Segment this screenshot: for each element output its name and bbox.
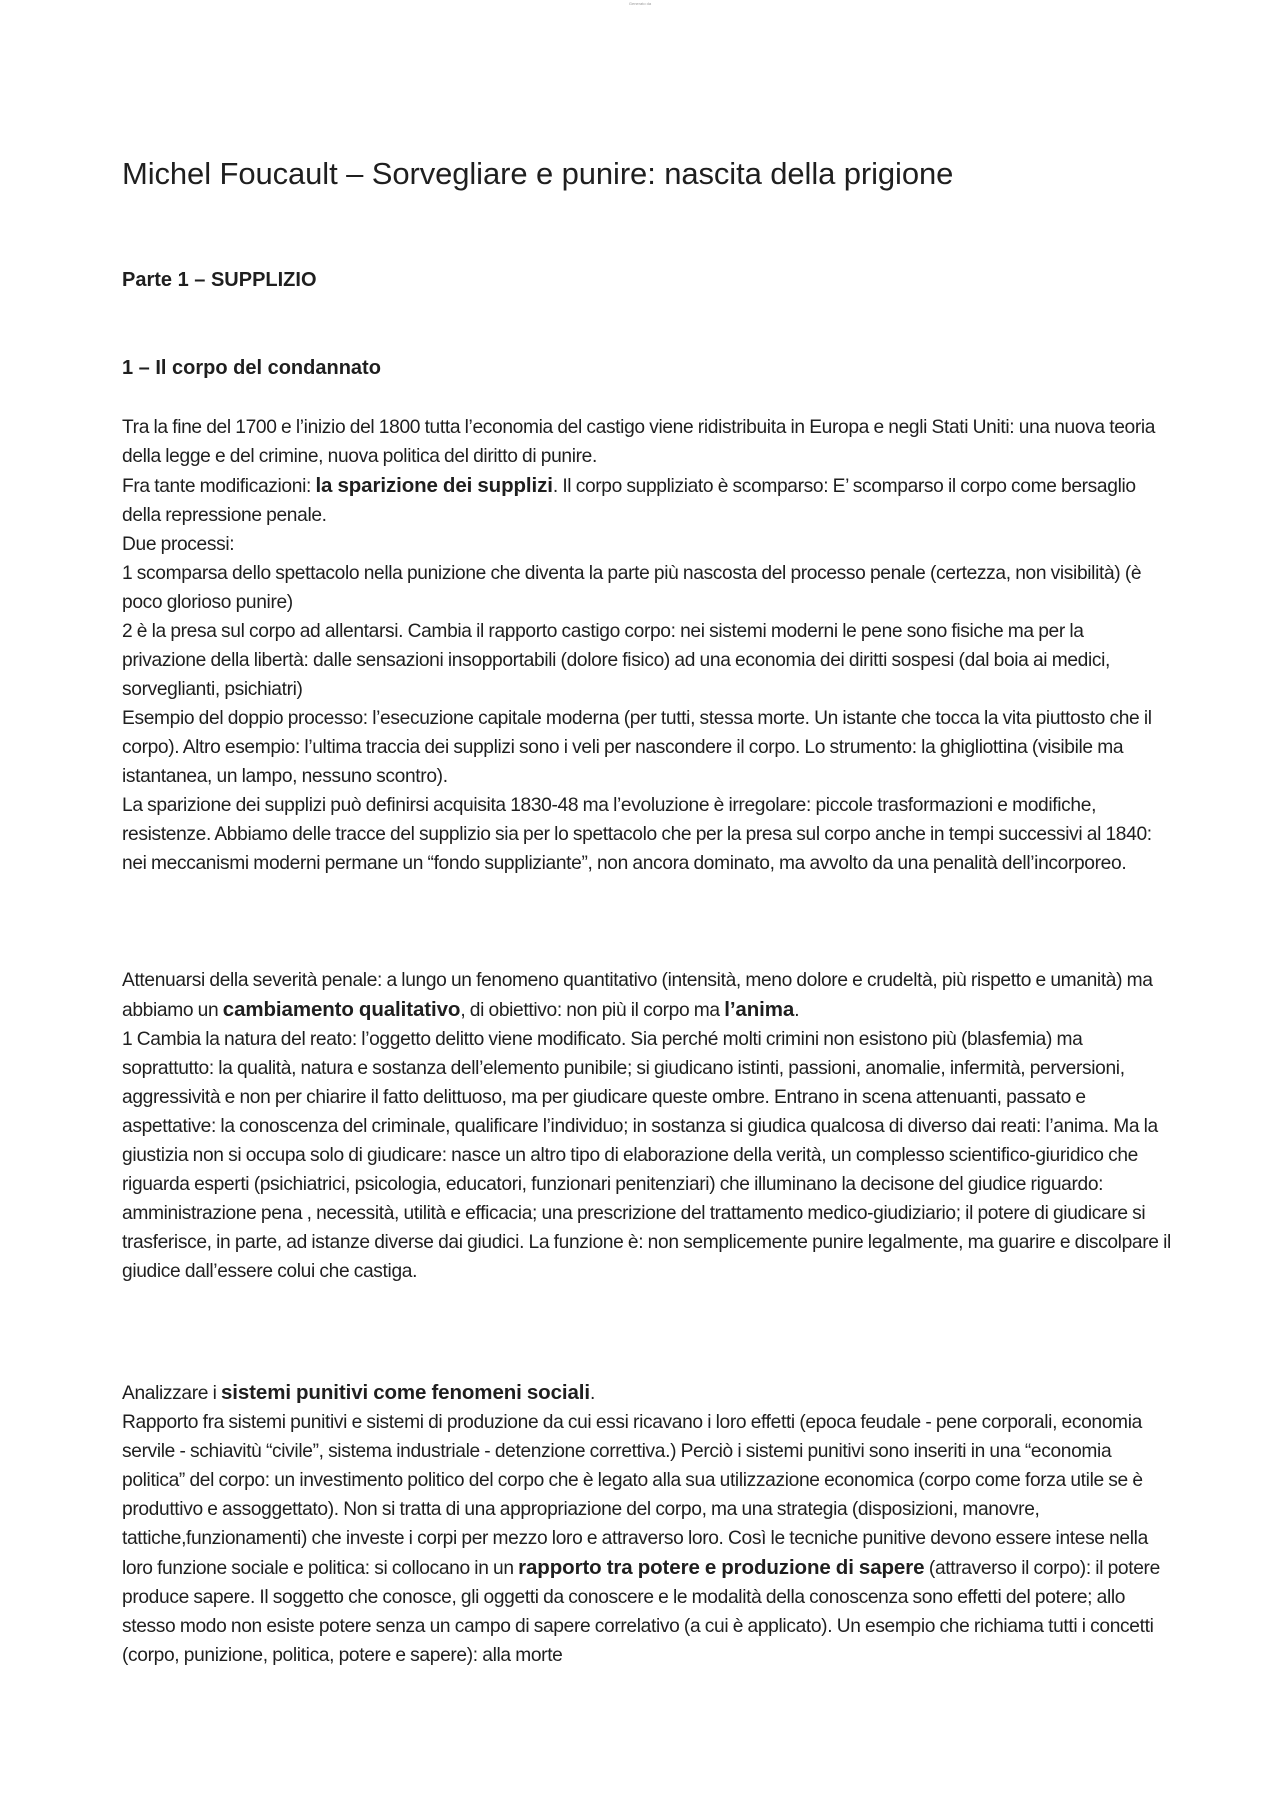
text-run: Fra tante modificazioni: [122, 476, 316, 497]
paragraph: 1 Cambia la natura del reato: l’oggetto delitto viene modificato. Sia perché molti crimini non esistono più (blasfemia) ma soprattutto: la qualità, natura e sostanza dell’elemento punibile; si giudicano istinti, passioni, anomalie, infermità, perversioni, aggressività e non per chiarire il fatto delittuoso, ma per giudicare queste ombre. Entrano in scena attenuanti, passato e aspettative: la conoscenza del criminale, qualificare l’individuo; in sostanza si giudica qualcosa di diverso dai reati: l’anima. Ma la giustizia non si occupa solo di giudicare: nasce un altro tipo di elaborazione della verità, un complesso scientifico-giuridico che riguarda esperti (psichiatrici, psicologia, educatori, funzionari penitenziari) che illuminano la decisone del giudice riguardo: amministrazione pena , necessità, utilità e efficacia; una prescrizione del trattamento medico-giudiziario; il potere di giudicare si trasferisce, in parte, ad istanze diverse dai giudici. La funzione è: non semplicemente punire legalmente, ma guarire e discolpare il giudice dall’essere colui che castiga. [122, 1029, 1171, 1282]
text-block-2 [122, 966, 1172, 1286]
bold-text: cambiamento qualitativo [222, 998, 461, 1021]
bold-text: sistemi punitivi come fenomeni sociali [220, 1381, 590, 1404]
bold-text: la sparizione dei supplizi [315, 474, 553, 497]
text-run: , di obiettivo: non più il corpo ma [460, 1000, 725, 1021]
paragraph: Tra la fine del 1700 e l’inizio del 1800 tutta l’economia del castigo viene ridistribuita in Europa e negli Stati Uniti: una nuova teoria della legge e del crimine, nuova politica del diritto di punire. [122, 417, 1156, 467]
document-title: Michel Foucault – Sorvegliare e punire: nascita della prigione [122, 156, 954, 191]
paragraph: 2 è la presa sul corpo ad allentarsi. Cambia il rapporto castigo corpo: nei sistemi moderni le pene sono fisiche ma per la privazione della libertà: dalle sensazioni insopportabili (dolore fisico) ad una economia dei diritti sospesi (dal boia ai medici, sorveglianti, psichiatri) [122, 621, 1111, 700]
chapter-heading: 1 – Il corpo del condannato [122, 357, 381, 379]
header-mark: Generato da [628, 1, 652, 6]
paragraph: 1 scomparsa dello spettacolo nella punizione che diventa la parte più nascosta del processo penale (certezza, non visibilità) (è poco glorioso punire) [122, 563, 1142, 613]
paragraph: Due processi: [122, 534, 235, 555]
bold-text: rapporto tra potere e produzione di sapere [518, 1556, 925, 1579]
text-run: . [794, 1000, 800, 1021]
text-run: . [589, 1383, 595, 1404]
text-run: . Il corpo suppliziato è scomparso: E’ scomparso il corpo come bersaglio della repressione penale. [122, 476, 1136, 526]
paragraph [122, 1408, 1172, 1670]
paragraph [122, 1378, 1172, 1408]
paragraph: La sparizione dei supplizi può definirsi acquisita 1830-48 ma l’evoluzione è irregolare: piccole trasformazioni e modifiche, resistenze. Abbiamo delle tracce del supplizio sia per lo spettacolo che per la presa sul corpo anche in tempi successivi al 1840: nei meccanismi moderni permane un “fondo suppliziante”, non ancora dominato, ma avvolto da una penalità dell’incorporeo. [122, 795, 1152, 874]
text-run: Attenuarsi della severità penale: a lungo un fenomeno quantitativo (intensità, meno dolore e crudeltà, più rispetto e umanità) ma abbiamo un [122, 970, 1153, 1021]
text-block-1 [122, 413, 1172, 878]
text-run: (attraverso il corpo): il potere produce sapere. Il soggetto che conosce, gli oggetti da conoscere e le modalità della conoscenza sono effetti del potere; allo stesso modo non esiste potere senza un campo di sapere correlativo (a cui è applicato). Un esempio che richiama tutti i concetti (corpo, punizione, politica, potere e sapere): alla morte [122, 1558, 1160, 1666]
text-run: Rapporto fra sistemi punitivi e sistemi di produzione da cui essi ricavano i loro effetti (epoca feudale - pene corporali, economia servile - schiavitù “civile”, sistema industriale - detenzione correttiva.) Perciò i sistemi punitivi sono inseriti in una “economia politica” del corpo: un investimento politico del corpo che è legato alla sua utilizzazione economica (corpo come forza utile se è produttivo e assoggettato). Non si tratta di una appropriazione del corpo, ma una strategia (disposizioni, manovre, tattiche,funzionamenti) che investe i corpi per mezzo loro e attraverso loro. Così le tecniche punitive devono essere intese nella loro funzione sociale e politica: si collocano in un [122, 1412, 1148, 1579]
text-run: Analizzare i [122, 1383, 221, 1404]
paragraph: Esempio del doppio processo: l’esecuzione capitale moderna (per tutti, stessa morte. Un istante che tocca la vita piuttosto che il corpo). Altro esempio: l’ultima traccia dei supplizi sono i veli per nascondere il corpo. Lo strumento: la ghigliottina (visibile ma istantanea, un lampo, nessuno scontro). [122, 708, 1152, 787]
paragraph [122, 471, 1172, 530]
paragraph [122, 966, 1172, 1025]
part-heading: Parte 1 – SUPPLIZIO [122, 269, 317, 291]
bold-text: l’anima [724, 998, 795, 1021]
text-block-3 [122, 1378, 1172, 1670]
